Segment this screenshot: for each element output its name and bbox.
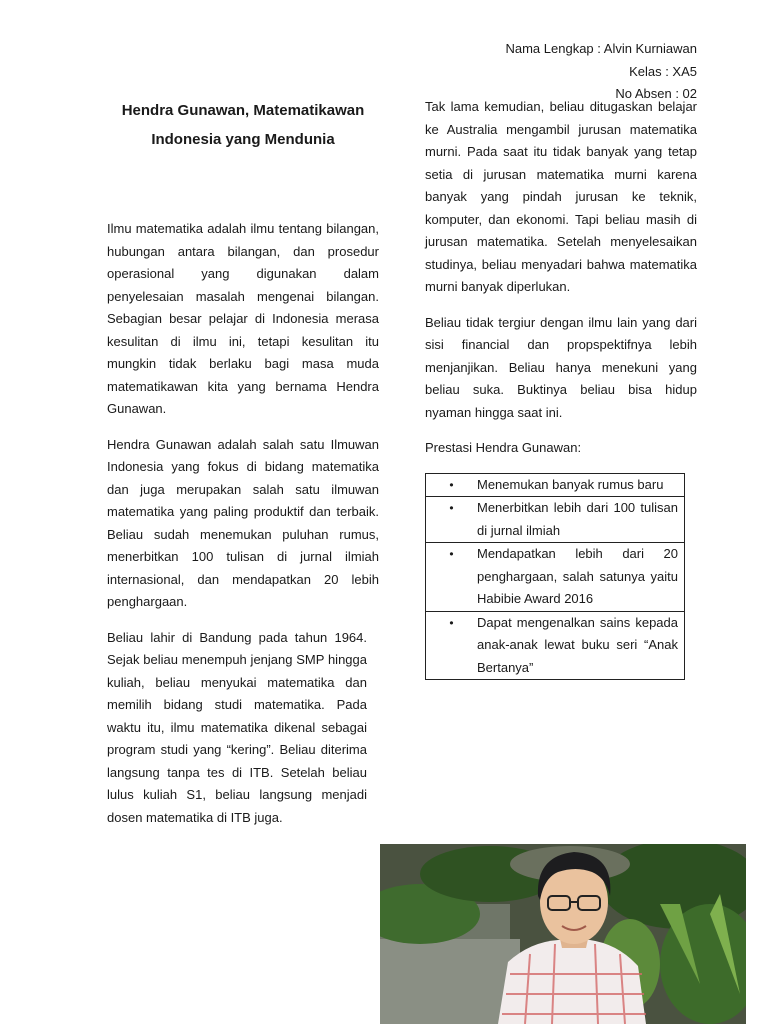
paragraph-profile: Hendra Gunawan adalah salah satu Ilmuwan Indonesia yang fokus di bidang matematika dan juga merupakan salah satu ilmuwan matematika yang paling produktif dan terbaik. Beliau sudah menemukan puluhan rumus, menerbitkan 100 tulisan di jurnal ilmiah internasional, dan mendapatkan 20 lebih penghargaan. <box>107 436 379 609</box>
bullet-icon: • <box>449 615 454 630</box>
portrait-illustration <box>380 844 746 1024</box>
article-title: Hendra Gunawan, Matematikawan Indonesia yang Mendunia <box>121 102 365 148</box>
bullet-icon: • <box>449 501 454 515</box>
paragraph-dedication: Beliau tidak tergiur dengan ilmu lain yang dari sisi financial dan propspektifnya lebih menjanjikan. Beliau hanya menekuni yang beliau suka. Buktinya beliau bisa hidup nyaman hingga saat ini. <box>425 314 697 420</box>
achievement-row <box>426 611 685 680</box>
achievement-text: Menemukan banyak rumus baru <box>477 476 664 492</box>
bullet-icon: • <box>449 477 454 492</box>
paragraph-australia: Tak lama kemudian, beliau ditugaskan belajar ke Australia mengambil jurusan matematika murni. Pada saat itu tidak banyak yang tetap setia di jurusan matematika murni karena banyak yang pindah jurusan ke teknik, komputer, dan ekonomi. Tapi beliau masih di jurusan matematika. Setelah menyelesaikan studinya, beliau menyadari bahwa matematika murni banyak diperlukan. <box>425 99 697 294</box>
achievements-heading: Prestasi Hendra Gunawan: <box>425 440 582 455</box>
left-column <box>107 218 379 842</box>
student-name-line: Nama Lengkap : Alvin Kurniawan <box>505 41 697 56</box>
portrait-photo <box>380 844 746 1024</box>
achievement-row <box>426 473 685 497</box>
student-class-line: Kelas : XA5 <box>629 63 697 79</box>
achievement-text: Dapat mengenalkan sains kepada anak-anak lewat buku seri “Anak Bertanya” <box>477 614 678 675</box>
achievements-table <box>425 473 685 681</box>
paragraph-biography: Beliau lahir di Bandung pada tahun 1964. Sejak beliau menempuh jenjang SMP hingga kuliah, beliau menyukai matematika dan memilih bidang studi matematika. Pada waktu itu, ilmu matematika dikenal sebagai program studi yang “kering”. Beliau diterima langsung tanpa tes di ITB. Setelah beliau lulus kuliah S1, beliau langsung menjadi dosen matematika di ITB juga. <box>107 629 367 825</box>
achievement-row <box>426 497 685 543</box>
achievement-text: Menerbitkan lebih dari 100 tulisan di jurnal ilmiah <box>477 500 678 538</box>
paragraph-intro: Ilmu matematika adalah ilmu tentang bilangan, hubungan antara bilangan, dan prosedur operasional yang digunakan dalam penyelesaian masalah mengenai bilangan. Sebagian besar pelajar di Indonesia merasa kesulitan di ilmu ini, tetapi kesulitan itu mungkin tidak berlaku bagi masa muda matematikawan kita yang bernama Hendra Gunawan. <box>107 221 379 416</box>
achievement-text: Mendapatkan lebih dari 20 penghargaan, salah satunya yaitu Habibie Award 2016 <box>477 546 678 606</box>
achievement-row <box>426 543 685 612</box>
bullet-icon: • <box>449 547 454 561</box>
student-absen-line: No Absen : 02 <box>615 86 697 101</box>
right-column <box>425 96 697 680</box>
